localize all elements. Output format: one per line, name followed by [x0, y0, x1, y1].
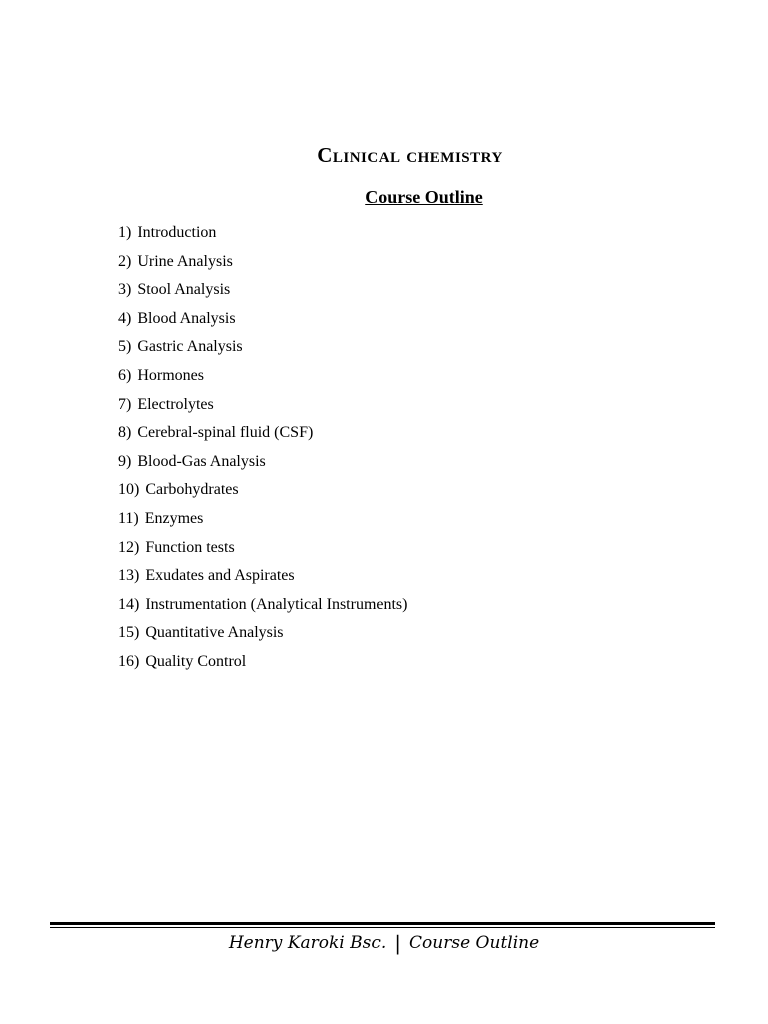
- course-outline-list: [118, 222, 407, 680]
- outline-item-number: 14): [118, 595, 140, 613]
- outline-item-number: 16): [118, 652, 140, 670]
- outline-item-number: 12): [118, 538, 140, 556]
- outline-item-text: Function tests: [145, 538, 235, 556]
- outline-item-text: Quality Control: [145, 652, 247, 670]
- outline-item-text: Stool Analysis: [137, 281, 231, 299]
- footer-separator: |: [394, 931, 402, 955]
- outline-item-text: Introduction: [137, 224, 217, 241]
- outline-item-number: 15): [118, 624, 140, 642]
- footer-rule: [50, 922, 715, 929]
- outline-item-text: Electrolytes: [137, 395, 214, 413]
- outline-item: [118, 622, 407, 651]
- outline-item: [118, 422, 407, 451]
- outline-item: [118, 565, 407, 594]
- outline-item: [118, 251, 407, 280]
- outline-item: [118, 651, 407, 680]
- outline-item: [118, 508, 407, 537]
- outline-item-number: 7): [118, 395, 132, 413]
- outline-item-text: Carbohydrates: [145, 481, 239, 499]
- document-title: Clinical chemistry: [317, 143, 503, 167]
- outline-item: [118, 479, 407, 508]
- footer-rule-thick-line: [50, 922, 715, 925]
- outline-item-number: 6): [118, 366, 132, 384]
- outline-item-text: Instrumentation (Analytical Instruments): [145, 595, 408, 613]
- outline-item-number: 10): [118, 481, 140, 499]
- footer-author: Henry Karoki Bsc.: [228, 933, 387, 953]
- outline-item-text: Gastric Analysis: [137, 338, 243, 356]
- outline-item-number: 5): [118, 338, 132, 356]
- outline-item-text: Blood-Gas Analysis: [137, 452, 266, 470]
- outline-item: [118, 308, 407, 337]
- outline-item-number: 3): [118, 281, 132, 299]
- outline-item-number: 1): [118, 224, 132, 241]
- outline-item-text: Hormones: [137, 366, 204, 384]
- outline-item-text: Quantitative Analysis: [145, 624, 284, 642]
- document-subtitle: Course Outline: [365, 187, 483, 207]
- outline-item-number: 11): [118, 509, 139, 527]
- outline-item-number: 4): [118, 309, 132, 327]
- outline-item-text: Exudates and Aspirates: [145, 567, 295, 585]
- outline-item: [118, 222, 407, 251]
- outline-item-text: Cerebral-spinal fluid (CSF): [137, 424, 314, 442]
- outline-item-text: Urine Analysis: [137, 252, 233, 270]
- outline-item-text: Enzymes: [144, 509, 204, 527]
- outline-item-number: 13): [118, 567, 140, 585]
- outline-item: [118, 336, 407, 365]
- outline-item-number: 9): [118, 452, 132, 470]
- footer-section: Course Outline: [409, 933, 540, 953]
- outline-item: [118, 365, 407, 394]
- outline-item: [118, 594, 407, 623]
- outline-item: [118, 451, 407, 480]
- outline-item-text: Blood Analysis: [137, 309, 236, 327]
- outline-item: [118, 279, 407, 308]
- outline-item-number: 8): [118, 424, 132, 442]
- outline-item: [118, 537, 407, 566]
- outline-item: [118, 394, 407, 423]
- outline-item-number: 2): [118, 252, 132, 270]
- footer-rule-thin-line: [50, 927, 715, 928]
- page-footer: [0, 930, 768, 956]
